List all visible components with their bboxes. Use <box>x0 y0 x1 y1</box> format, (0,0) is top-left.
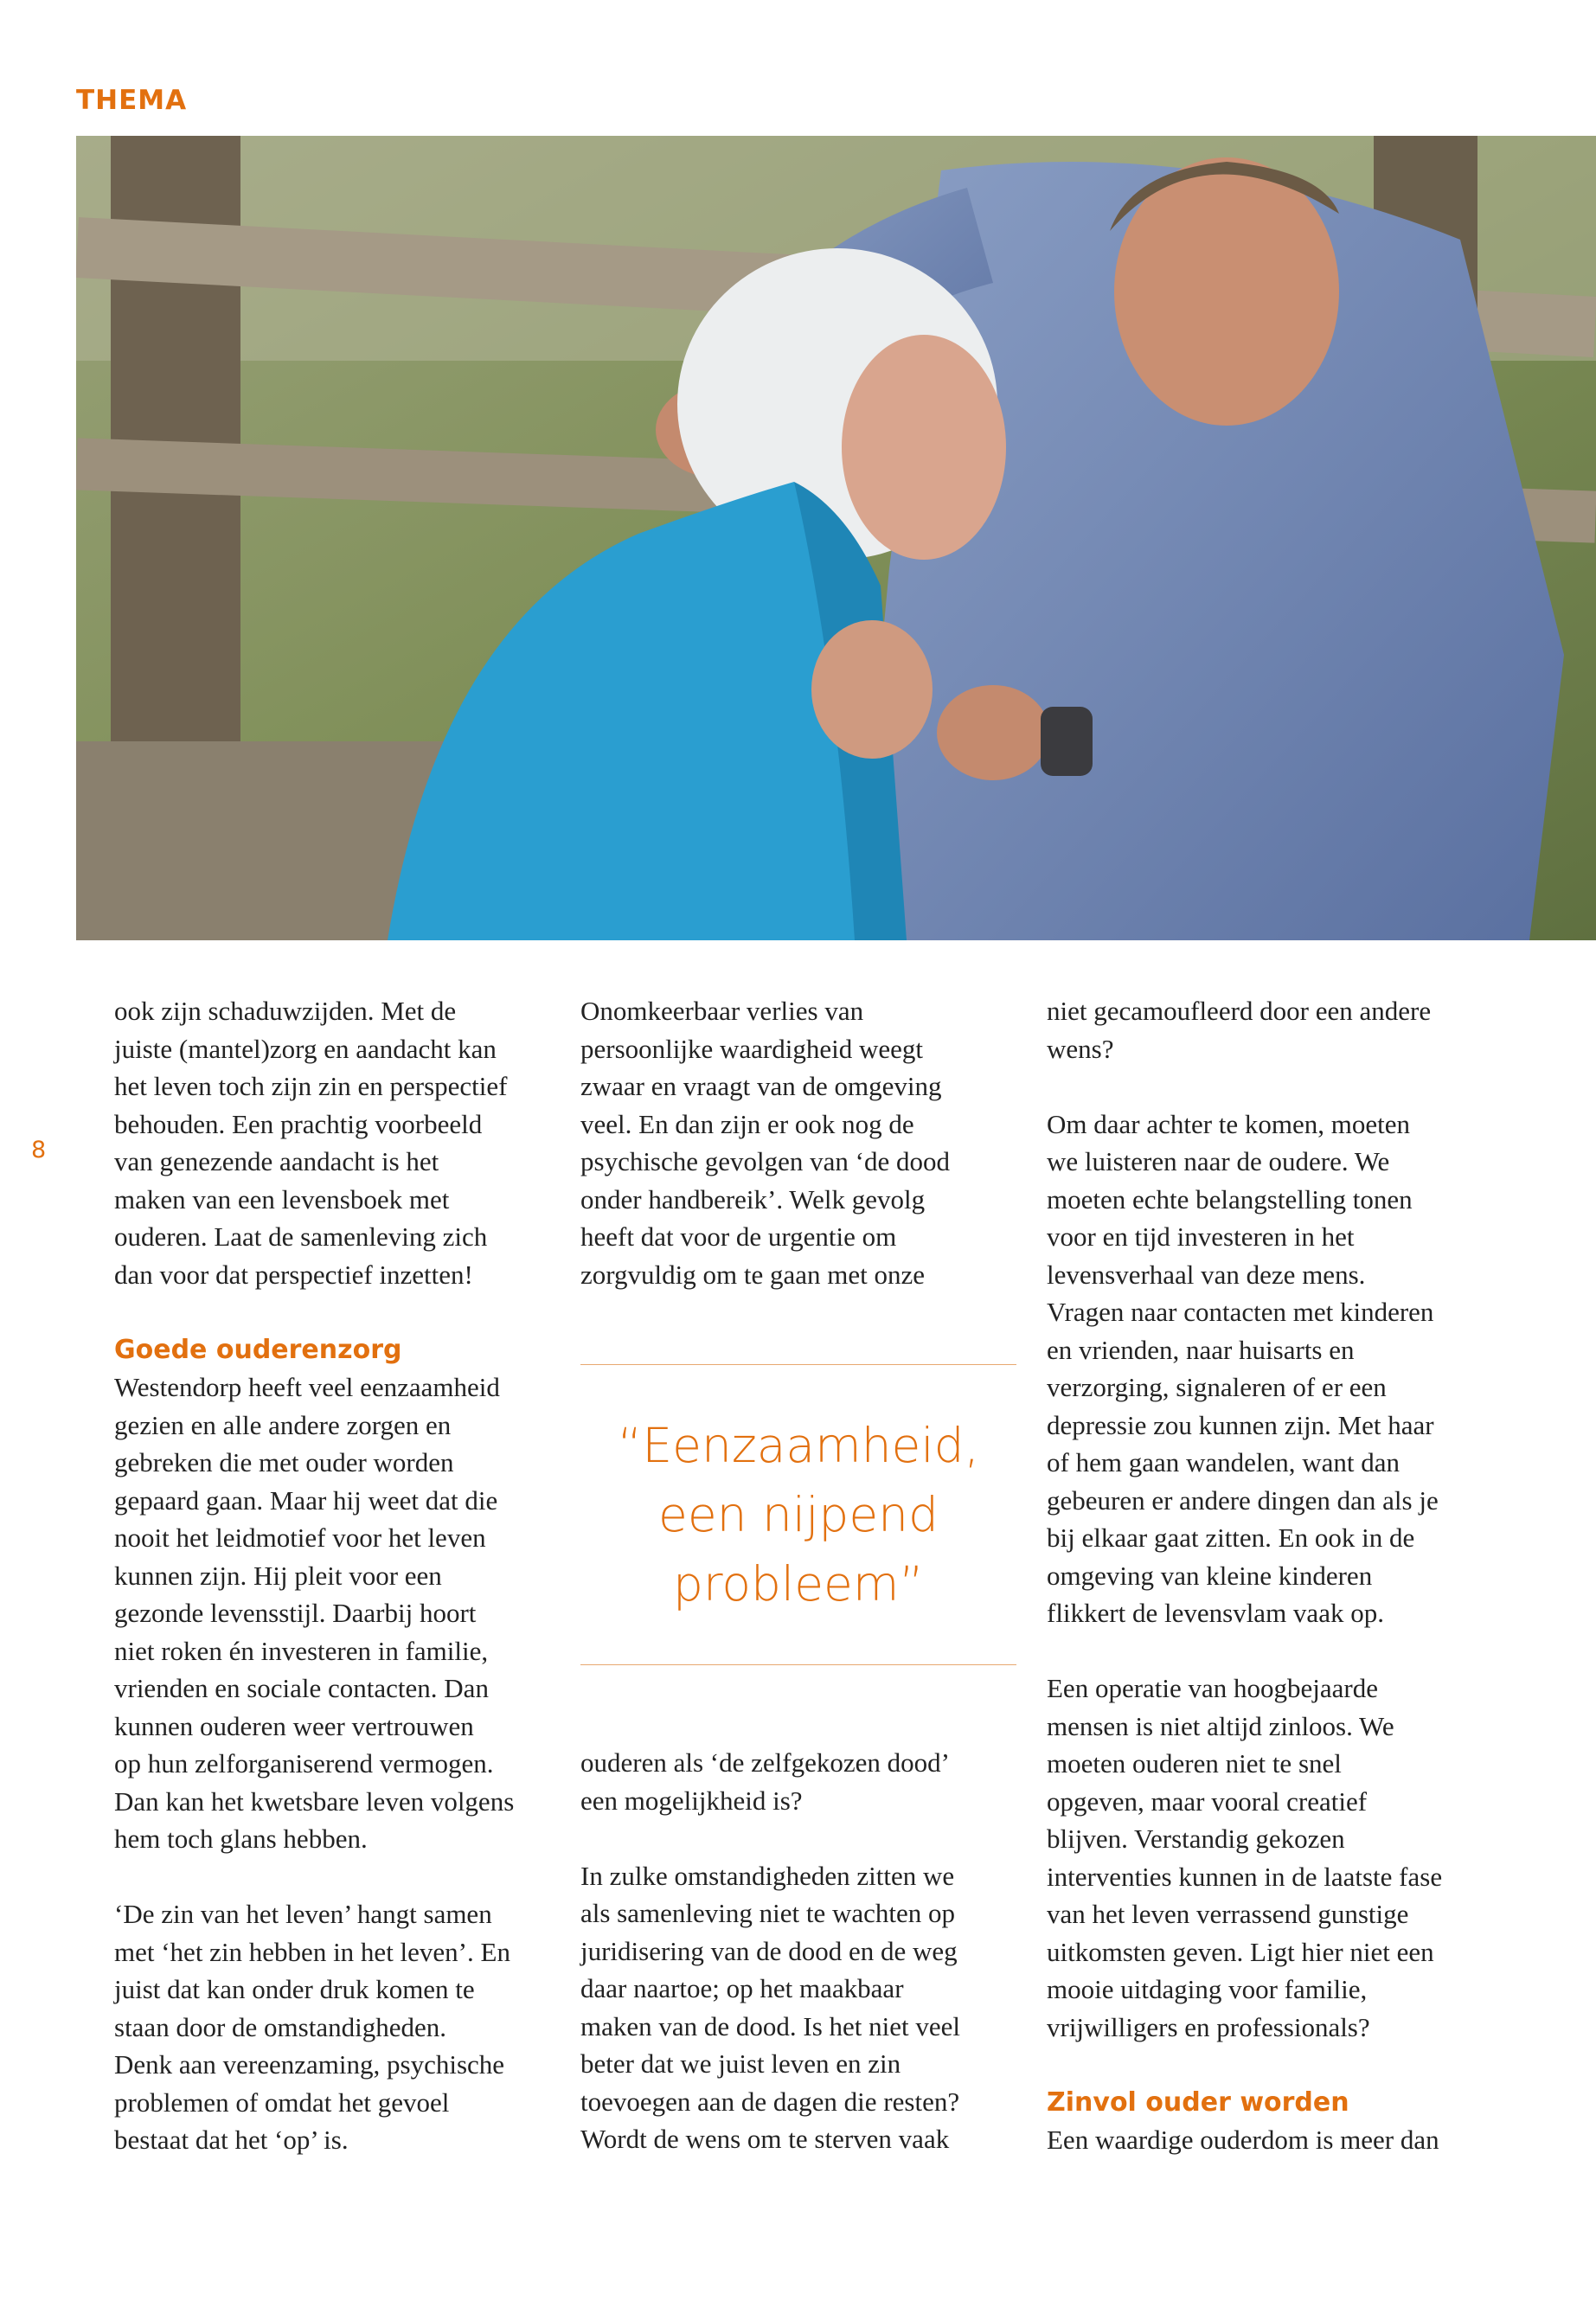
text-line: veel. En dan zijn er ook nog de <box>580 1108 914 1139</box>
text-line: nooit het leidmotief voor het leven <box>114 1522 486 1553</box>
text-line: met ‘het zin hebben in het leven’. En <box>114 1936 510 1967</box>
text-line: ouderen. Laat de samenleving zich <box>114 1221 488 1252</box>
subheading-goede-ouderenzorg: Goede ouderenzorg <box>114 1334 402 1365</box>
text-line: uitkomsten geven. Ligt hier niet een <box>1047 1936 1434 1967</box>
text-line: Om daar achter te komen, moeten <box>1047 1108 1411 1139</box>
pull-quote-line: probleem” <box>673 1556 924 1612</box>
text-line: vrijwilligers en professionals? <box>1047 2011 1370 2042</box>
text-line: wens? <box>1047 1033 1114 1064</box>
text-line: niet roken én investeren in familie, <box>114 1635 489 1666</box>
text-line: Een operatie van hoogbejaarde <box>1047 1673 1379 1703</box>
text-line: kunnen zijn. Hij pleit voor een <box>114 1560 442 1591</box>
text-column-1 <box>114 992 564 2159</box>
text-line: bestaat dat het ‘op’ is. <box>114 2125 349 2155</box>
text-line: daar naartoe; op het maakbaar <box>580 1973 904 2003</box>
text-line: hem toch glans hebben. <box>114 1823 368 1854</box>
text-line: juist dat kan onder druk komen te <box>114 1974 475 2004</box>
text-line: moeten ouderen niet te snel <box>1047 1748 1342 1779</box>
text-line: moeten echte belangstelling tonen <box>1047 1183 1413 1215</box>
text-line: gezien en alle andere zorgen en <box>114 1409 452 1440</box>
text-line: depressie zou kunnen zijn. Met haar <box>1047 1409 1434 1440</box>
text-line: flikkert de levensvlam vaak op. <box>1047 1598 1384 1628</box>
text-line: vrienden en sociale contacten. Dan <box>114 1673 489 1703</box>
paragraph <box>580 992 1022 1293</box>
text-line: van genezende aandacht is het <box>114 1146 439 1176</box>
section-label: THEMA <box>76 85 188 116</box>
article-photo <box>76 136 1596 940</box>
text-line: Westendorp heeft veel eenzaamheid <box>114 1372 500 1402</box>
text-line: we luisteren naar de oudere. We <box>1047 1146 1390 1176</box>
pull-quote-line: “Eenzaamheid, <box>617 1418 980 1473</box>
paragraph <box>114 992 564 1293</box>
text-line: voor en tijd investeren in het <box>1047 1221 1355 1252</box>
text-line: Vragen naar contacten met kinderen <box>1047 1297 1434 1327</box>
text-line: zorgvuldig om te gaan met onze <box>580 1259 926 1290</box>
text-line: Wordt de wens om te sterven vaak <box>580 2124 950 2154</box>
text-line: opgeven, maar vooral creatief <box>1047 1785 1368 1817</box>
text-line: interventies kunnen in de laatste fase <box>1047 1861 1443 1892</box>
pull-quote <box>580 1364 1016 1665</box>
page-number: 8 <box>31 1137 47 1163</box>
text-line: psychische gevolgen van ‘de dood <box>580 1146 950 1176</box>
text-line: Dan kan het kwetsbare leven volgens <box>114 1785 515 1817</box>
text-line: gebeuren er andere dingen dan als je <box>1047 1484 1439 1516</box>
text-line: mooie uitdaging voor familie, <box>1047 1974 1368 2004</box>
text-line: onder handbereik’. Welk gevolg <box>580 1183 926 1215</box>
text-line: of hem gaan wandelen, want dan <box>1047 1447 1401 1477</box>
paragraph <box>1047 2121 1505 2159</box>
text-line: van het leven verrassend gunstige <box>1047 1899 1409 1929</box>
text-column-2-continued <box>580 1744 1022 2158</box>
text-line: juridisering van de dood en de weg <box>580 1935 958 1966</box>
text-line: levensverhaal van deze mens. <box>1047 1259 1366 1290</box>
paragraph <box>580 1744 1022 1819</box>
text-line: persoonlijke waardigheid weegt <box>580 1033 923 1064</box>
text-line: zwaar en vraagt van de omgeving <box>580 1071 942 1101</box>
text-line: In zulke omstandigheden zitten we <box>580 1860 955 1891</box>
text-line: en vrienden, naar huisarts en <box>1047 1334 1355 1365</box>
text-line: ‘De zin van het leven’ hangt samen <box>114 1899 492 1929</box>
text-line: gezonde levensstijl. Daarbij hoort <box>114 1598 477 1628</box>
paragraph <box>114 1895 564 2159</box>
text-line: Een waardige ouderdom is meer dan <box>1047 2125 1439 2155</box>
text-line: Onomkeerbaar verlies van <box>580 996 864 1026</box>
text-line: niet gecamoufleerd door een andere <box>1047 996 1432 1026</box>
text-line: blijven. Verstandig gekozen <box>1047 1823 1345 1854</box>
text-line: dan voor dat perspectief inzetten! <box>114 1259 473 1290</box>
paragraph <box>580 1857 1022 2158</box>
text-line: juiste (mantel)zorg en aandacht kan <box>114 1033 497 1064</box>
paragraph <box>114 1368 564 1858</box>
text-line: maken van de dood. Is het niet veel <box>580 2010 961 2041</box>
paragraph <box>1047 1670 1505 2046</box>
text-line: gepaard gaan. Maar hij weet dat die <box>114 1484 498 1516</box>
text-column-2 <box>580 992 1022 1293</box>
text-line: ouderen als ‘de zelfgekozen dood’ <box>580 1747 950 1778</box>
text-line: verzorging, signaleren of er een <box>1047 1372 1387 1402</box>
text-line: beter dat we juist leven en zin <box>580 2048 901 2079</box>
text-line: een mogelijkheid is? <box>580 1785 803 1816</box>
text-line: kunnen ouderen weer vertrouwen <box>114 1710 474 1741</box>
text-line: bij elkaar gaat zitten. En ook in de <box>1047 1522 1415 1553</box>
pull-quote-line: een nijpend <box>658 1487 939 1542</box>
text-line: staan door de omstandigheden. <box>114 2011 446 2042</box>
text-line: maken van een levensboek met <box>114 1183 450 1215</box>
text-line: problemen of omdat het gevoel <box>114 2086 450 2118</box>
text-line: mensen is niet altijd zinloos. We <box>1047 1710 1394 1741</box>
text-line: het leven toch zijn zin en perspectief <box>114 1071 508 1101</box>
text-line: op hun zelforganiserend vermogen. <box>114 1748 494 1779</box>
text-line: heeft dat voor de urgentie om <box>580 1221 897 1252</box>
text-line: gebreken die met ouder worden <box>114 1447 454 1477</box>
paragraph <box>1047 992 1505 1067</box>
text-line: toevoegen aan de dagen die resten? <box>580 2086 960 2117</box>
paragraph <box>1047 1106 1505 1632</box>
text-line: Denk aan vereenzaming, psychische <box>114 2049 505 2080</box>
text-column-3 <box>1047 992 1505 2159</box>
text-line: behouden. Een prachtig voorbeeld <box>114 1108 483 1139</box>
text-line: als samenleving niet te wachten op <box>580 1898 956 1928</box>
subheading-zinvol-ouder-worden: Zinvol ouder worden <box>1047 2086 1349 2118</box>
text-line: omgeving van kleine kinderen <box>1047 1560 1373 1591</box>
text-line: ook zijn schaduwzijden. Met de <box>114 996 457 1026</box>
